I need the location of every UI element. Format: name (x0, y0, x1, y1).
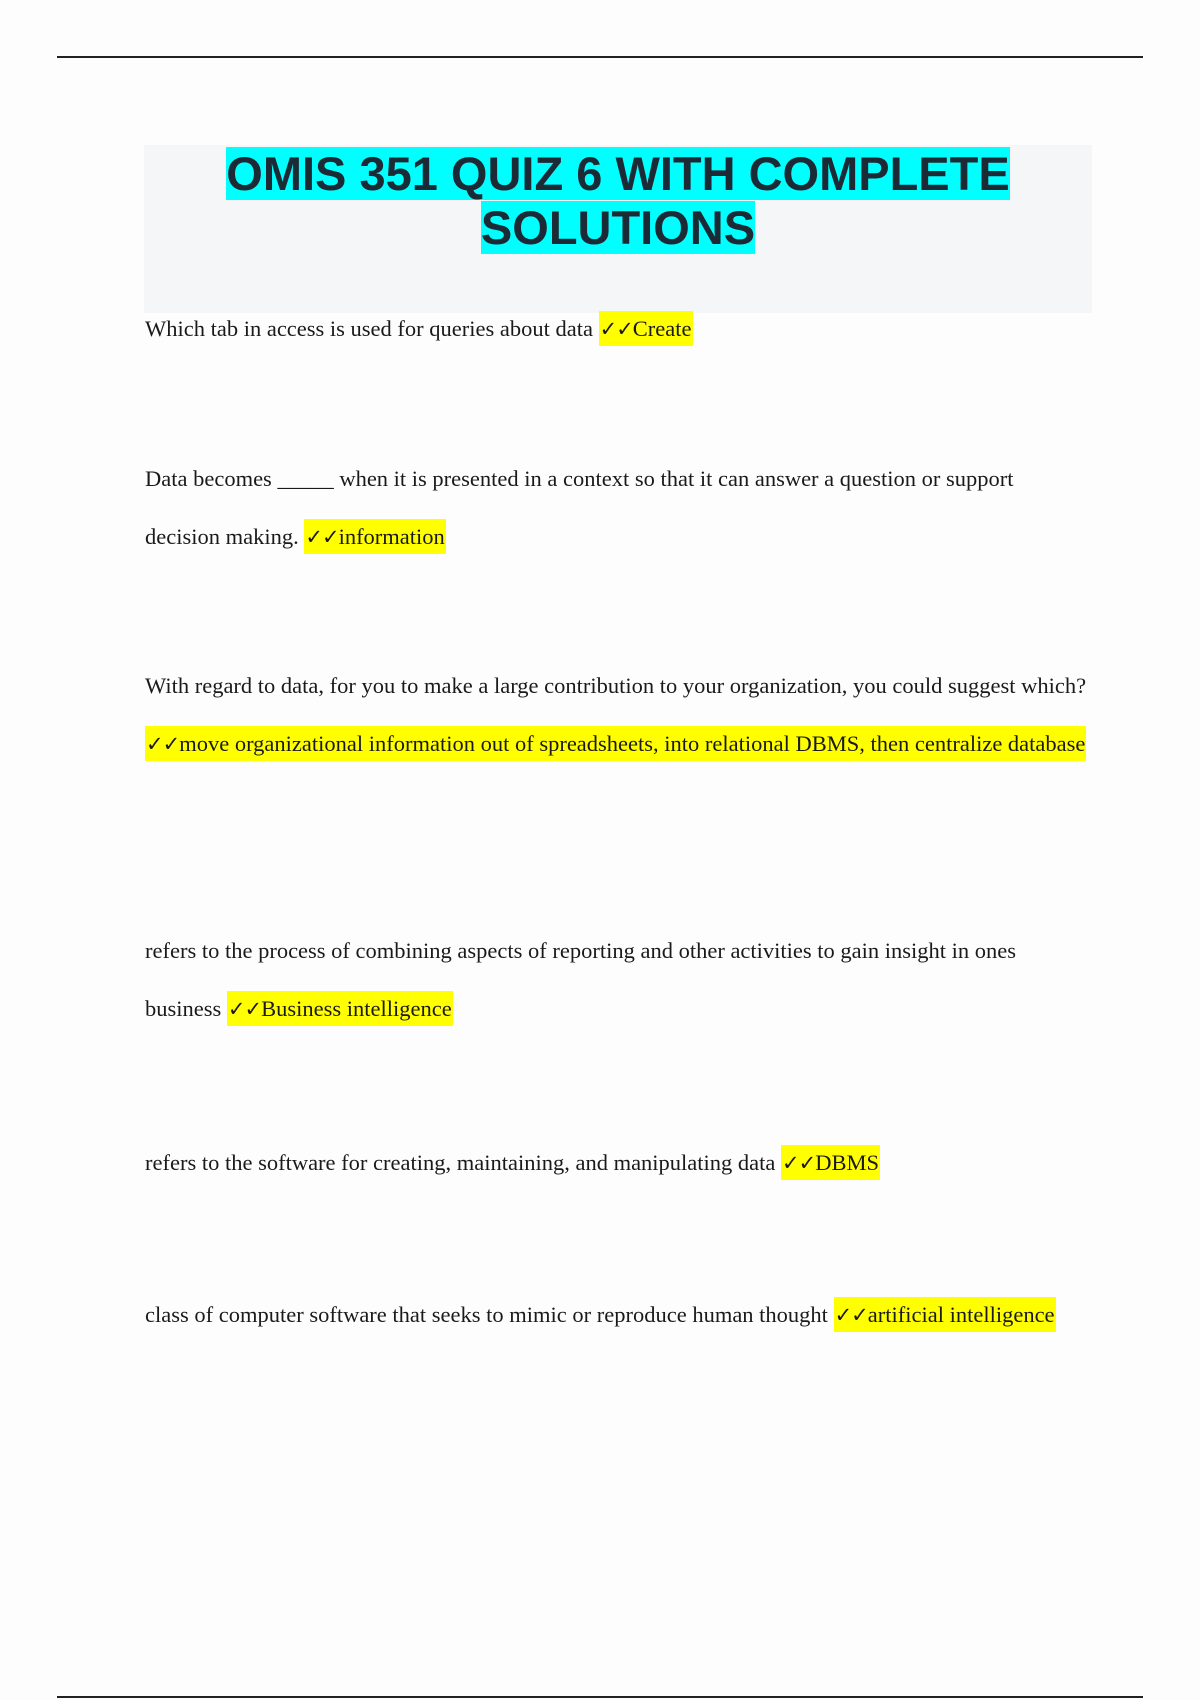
question-text: Data becomes _____ when it is presented in a context so that it can answer a question or support decision making. (145, 466, 1014, 549)
qa-item-4 (145, 922, 1090, 1038)
title-highlight: OMIS 351 QUIZ 6 WITH COMPLETE SOLUTIONS (226, 147, 1010, 254)
answer-text: Create (632, 316, 692, 341)
check-mark-icon: ✓✓ (834, 1303, 868, 1327)
top-rule (57, 56, 1143, 58)
qa-item-5 (145, 1134, 1090, 1192)
question-text: class of computer software that seeks to mimic or reproduce human thought (145, 1302, 834, 1327)
qa-item-6 (145, 1286, 1090, 1344)
check-mark-icon: ✓✓ (305, 525, 339, 549)
answer-text: artificial intelligence (867, 1302, 1055, 1327)
answer-highlight (781, 1145, 880, 1180)
question-text: refers to the process of combining aspects of reporting and other activities to gain insight in ones business (145, 938, 1017, 1021)
answer-text: information (338, 524, 445, 549)
title-box (144, 145, 1092, 313)
answer-highlight (227, 991, 453, 1026)
answer-highlight (834, 1297, 1056, 1332)
answer-highlight (304, 519, 445, 554)
qa-item-3 (145, 657, 1090, 773)
answer-text: Business intelligence (261, 996, 452, 1021)
answer-highlight (145, 726, 1086, 761)
check-mark-icon: ✓✓ (782, 1151, 816, 1175)
answer-highlight (599, 311, 693, 346)
qa-item-1 (145, 300, 1090, 358)
answer-text: DBMS (815, 1150, 880, 1175)
document-title (144, 145, 1092, 255)
check-mark-icon: ✓✓ (227, 997, 262, 1021)
question-text: With regard to data, for you to make a large contribution to your organization, you could suggest which? (145, 673, 1087, 698)
check-mark-icon: ✓✓ (146, 732, 180, 756)
bottom-rule (57, 1696, 1143, 1698)
check-mark-icon: ✓✓ (599, 317, 633, 341)
question-text: Which tab in access is used for queries about data (145, 316, 599, 341)
answer-text: move organizational information out of spreadsheets, into relational DBMS, then centralize database (179, 731, 1086, 756)
question-text: refers to the software for creating, maintaining, and manipulating data (145, 1150, 782, 1175)
qa-item-2 (145, 450, 1090, 566)
